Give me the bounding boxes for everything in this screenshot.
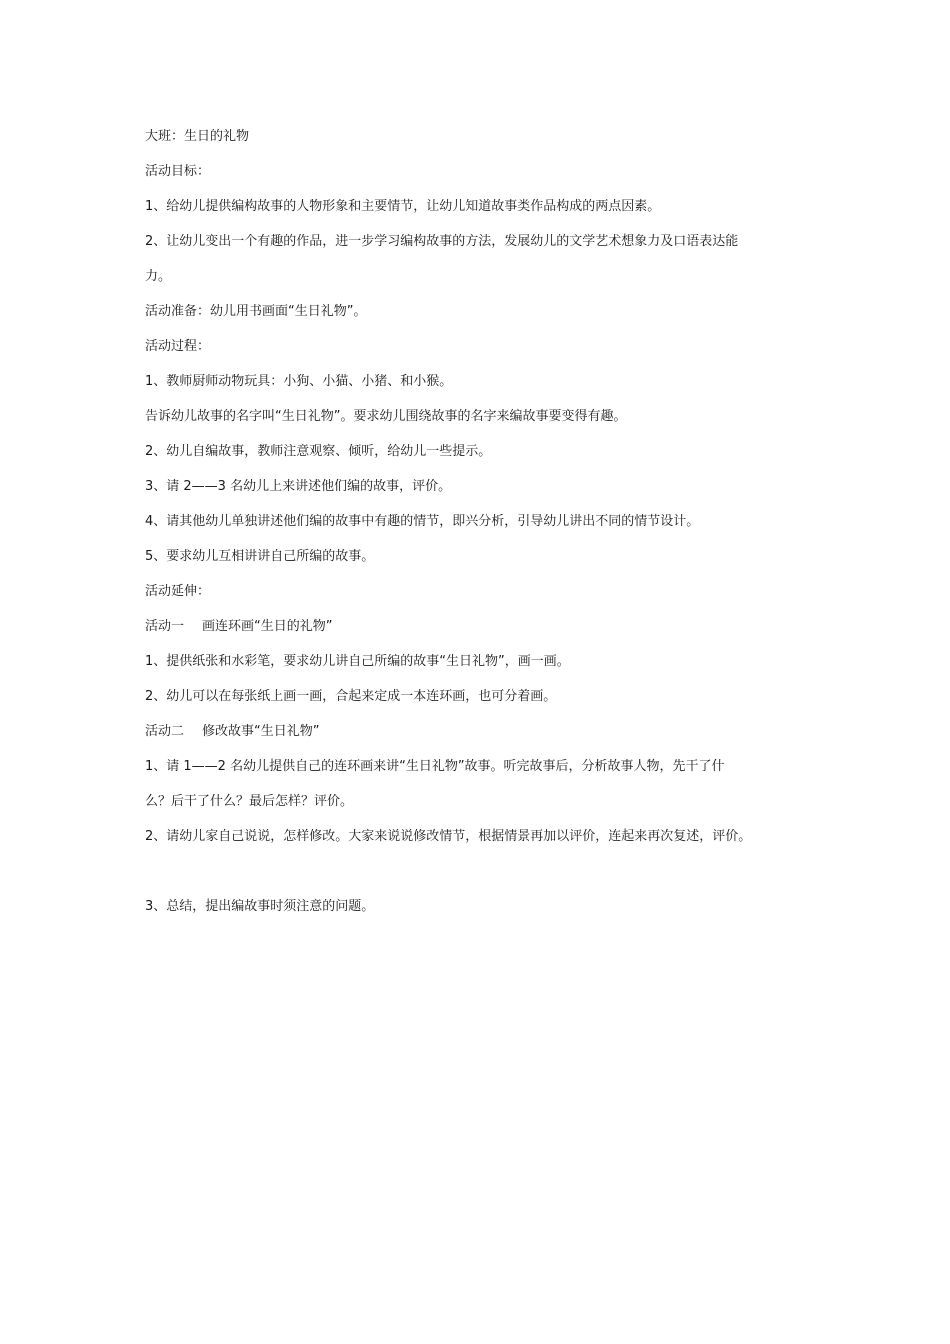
process-item-3: 3、请 2——3 名幼儿上来讲述他们编的故事，评价。 [145, 479, 452, 494]
activity-1-item-2: 2、幼儿可以在每张纸上画一画，合起来定成一本连环画，也可分着画。 [145, 689, 557, 704]
document-title: 大班：生日的礼物 [145, 129, 250, 144]
goal-item-2: 2、让幼儿变出一个有趣的作品，进一步学习编构故事的方法，发展幼儿的文学艺术想象力及口语表达能 [145, 234, 739, 249]
activity-1-heading [145, 618, 333, 636]
process-item-2: 2、幼儿自编故事，教师注意观察、倾听，给幼儿一些提示。 [145, 444, 492, 459]
activity-2-label: 活动二 [145, 724, 185, 739]
activity-2-item-1: 1、请 1——2 名幼儿提供自己的连环画来讲“生日礼物”故事。听完故事后，分析故事人物，先干了什 [145, 759, 725, 774]
activity-1-title: 画连环画“生日的礼物” [202, 619, 333, 634]
activity-2-item-1-continued: 么？后干了什么？最后怎样？评价。 [145, 794, 354, 809]
process-item-5: 5、要求幼儿互相讲讲自己所编的故事。 [145, 549, 375, 564]
activity-2-item-3: 3、总结，提出编故事时须注意的问题。 [145, 899, 375, 914]
process-item-4: 4、请其他幼儿单独讲述他们编的故事中有趣的情节，即兴分析，引导幼儿讲出不同的情节设计。 [145, 514, 700, 529]
activity-2-title: 修改故事“生日礼物” [202, 724, 320, 739]
document-page [145, 0, 825, 1344]
goal-item-2-continued: 力。 [145, 269, 172, 284]
process-note: 告诉幼儿故事的名字叫“生日礼物”。要求幼儿围绕故事的名字来编故事要变得有趣。 [145, 409, 627, 424]
process-item-1: 1、教师厨师动物玩具：小狗、小猫、小猪、和小猴。 [145, 374, 453, 389]
preparation-text: 活动准备：幼儿用书画面“生日礼物”。 [145, 304, 367, 319]
activity-2-item-2: 2、请幼儿家自己说说，怎样修改。大家来说说修改情节，根据情景再加以评价，连起来再次复述，评价。 [145, 829, 752, 844]
goals-heading: 活动目标： [145, 164, 211, 179]
activity-1-label: 活动一 [145, 619, 185, 634]
activity-2-heading [145, 723, 320, 741]
activity-1-item-1: 1、提供纸张和水彩笔，要求幼儿讲自己所编的故事“生日礼物”，画一画。 [145, 654, 570, 669]
process-heading: 活动过程： [145, 339, 211, 354]
goal-item-1: 1、给幼儿提供编构故事的人物形象和主要情节，让幼儿知道故事类作品构成的两点因素。 [145, 199, 661, 214]
extension-heading: 活动延伸： [145, 584, 211, 599]
